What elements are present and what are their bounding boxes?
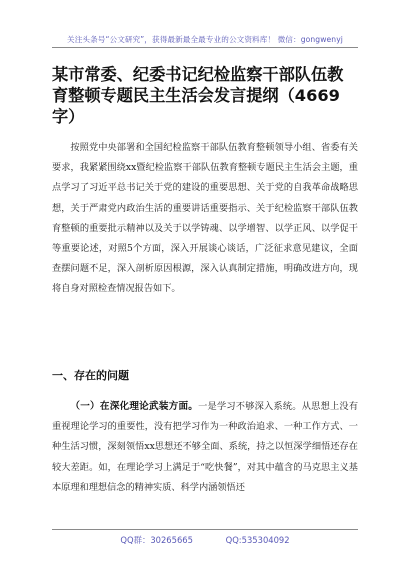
footer-qq-contact: QQ:535304092 xyxy=(225,535,290,545)
section-heading-problems: 一、存在的问题 xyxy=(52,369,129,382)
subsection-paragraph xyxy=(52,397,358,498)
footer xyxy=(52,534,358,546)
subsection-lead: （一）在深化理论武装方面。 xyxy=(70,401,199,412)
document-title: 某市常委、纪委书记纪检监察干部队伍教育整顿专题民主生活会发言提纲（4669字） xyxy=(52,65,344,126)
footer-qq-group: QQ群：30265665 xyxy=(120,535,193,545)
subsection-body: 一是学习不够深入系统。从思想上没有重视理论学习的重要性，没有把学习作为一种政治追求、一种工作方式、一种生活习惯，深刻领悟xx思想还不够全面、系统，持之以恒深学细悟还存在较大差距。如，在理论学习上满足于“吃快餐”，对其中蕴含的马克思主义基本原理和理想信念的精神实质、科学内涵领悟还 xyxy=(52,401,359,493)
footer-divider xyxy=(52,529,358,530)
intro-paragraph: 按照党中央部署和全国纪检监察干部队伍教育整顿领导小组、省委有关要求，我紧紧围绕xx暨纪检监察干部队伍教育整顿专题民主生活会主题，重点学习了习近平总书记关于党的建设的重要思想、关于党的自我革命战略思想，关于严肃党内政治生活的重要讲话重要指示、关于纪检监察干部队伍教育整顿的重要批示精神以及关于以学铸魂、以学增智、以学正风、以学促干等重要论述，对照5个方面，深入开展谈心谈话，广泛征求意见建议，全面查摆问题不足，深入剖析原因根源，深入认真制定措施，明确改进方向，现将自身对照检查情况报告如下。 xyxy=(52,142,358,295)
header-banner: 关注头条号“公文研究”，获得最新最全最专业的公文资料库！ 微信：gongwenyj xyxy=(67,35,343,44)
header-divider xyxy=(52,47,358,48)
